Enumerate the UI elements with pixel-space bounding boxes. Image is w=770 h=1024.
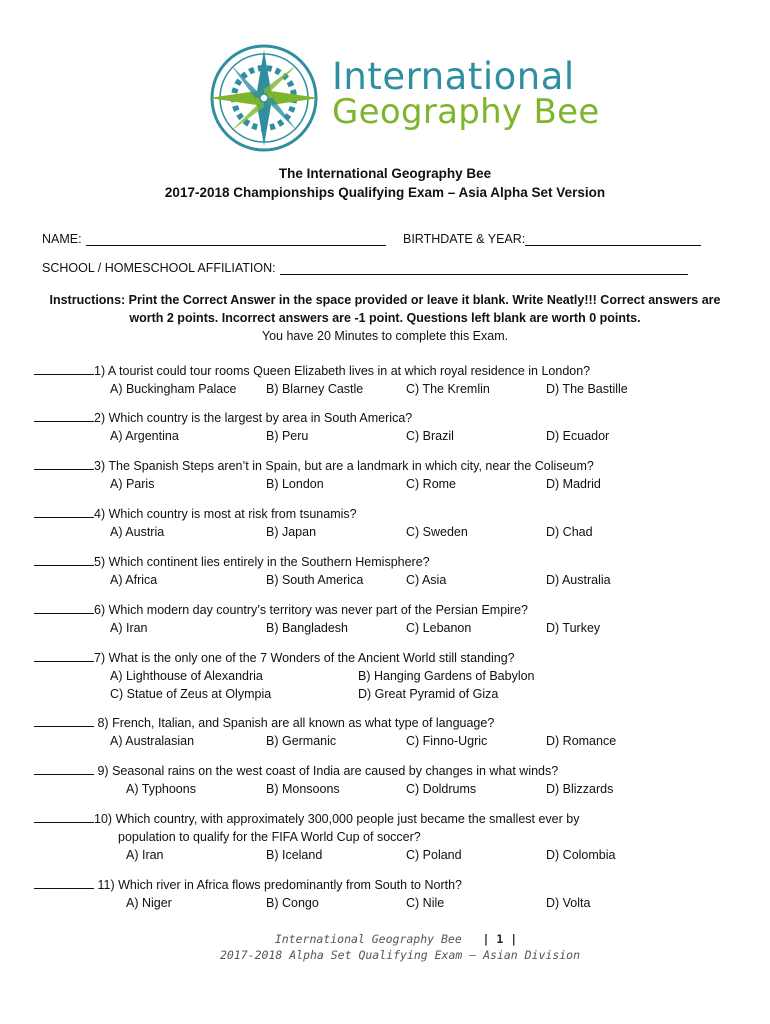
- option-d: D) Turkey: [546, 621, 601, 635]
- instructions-bold: Instructions: Print the Correct Answer in the space provided or leave it blank. Write Neatly!!! Correct answers are worth 2 points. Incorrect answers are -1 point. Questions left blank are worth 0 points.: [49, 293, 721, 325]
- option-c: C) Nile: [406, 896, 445, 910]
- option-d: D) Colombia: [546, 848, 616, 862]
- option-b: B) Hanging Gardens of Babylon: [358, 669, 535, 683]
- option-d: D) Madrid: [546, 477, 601, 491]
- option-d: D) Blizzards: [546, 782, 614, 796]
- exam-subtitle: 2017-2018 Championships Qualifying Exam – Asia Alpha Set Version: [164, 185, 606, 200]
- question-number: 5): [94, 555, 106, 569]
- option-c: C) Asia: [406, 573, 447, 587]
- instructions: [40, 291, 730, 345]
- question-text: Seasonal rains on the west coast of India are caused by changes in what winds?: [112, 764, 559, 778]
- school-label: SCHOOL / HOMESCHOOL AFFILIATION:: [42, 261, 276, 275]
- option-b: B) London: [266, 477, 324, 491]
- logo-text-line1: International: [332, 55, 575, 98]
- option-b: B) Monsoons: [266, 782, 340, 796]
- school-row: [42, 261, 688, 275]
- birthdate-field[interactable]: [525, 232, 701, 246]
- question-text: Which river in Africa flows predominantly from South to North?: [118, 878, 462, 892]
- question-6: [34, 601, 734, 637]
- option-a: A) Niger: [126, 896, 172, 910]
- option-d: D) The Bastille: [546, 382, 628, 396]
- answer-blank[interactable]: [34, 457, 94, 470]
- name-field[interactable]: [86, 232, 386, 246]
- option-b: B) Peru: [266, 429, 309, 443]
- birthdate-row: [403, 232, 701, 246]
- question-number: 9): [97, 764, 109, 778]
- answer-blank[interactable]: [34, 714, 94, 727]
- question-11: [34, 876, 734, 912]
- question-number: 7): [94, 651, 106, 665]
- answer-blank[interactable]: [34, 810, 94, 823]
- answer-blank[interactable]: [34, 876, 94, 889]
- option-b: B) South America: [266, 573, 364, 587]
- question-3: [34, 457, 734, 493]
- option-a: A) Buckingham Palace: [110, 382, 237, 396]
- footer-org: International Geography Bee: [274, 932, 462, 946]
- question-number: 10): [94, 812, 113, 826]
- option-c: C) Doldrums: [406, 782, 477, 796]
- question-number: 11): [97, 878, 115, 892]
- option-d: D) Romance: [546, 734, 617, 748]
- option-b: B) Germanic: [266, 734, 337, 748]
- question-10: [34, 810, 734, 864]
- question-number: 3): [94, 459, 106, 473]
- option-a: A) Paris: [110, 477, 155, 491]
- option-a: A) Typhoons: [126, 782, 196, 796]
- option-a: A) Iran: [110, 621, 148, 635]
- name-label: NAME:: [42, 232, 82, 246]
- option-c: C) Lebanon: [406, 621, 472, 635]
- question-text: The Spanish Steps aren’t in Spain, but are a landmark in which city, near the Coliseum?: [108, 459, 594, 473]
- answer-blank[interactable]: [34, 362, 94, 375]
- question-7: [34, 649, 734, 703]
- option-d: D) Great Pyramid of Giza: [358, 687, 499, 701]
- question-number: 8): [97, 716, 109, 730]
- answer-blank[interactable]: [34, 601, 94, 614]
- option-c: C) Rome: [406, 477, 457, 491]
- footer-line1: [0, 932, 770, 946]
- instructions-time: You have 20 Minutes to complete this Exam.: [261, 329, 509, 343]
- question-text: A tourist could tour rooms Queen Elizabeth lives in at which royal residence in London?: [107, 364, 591, 378]
- option-a: A) Austria: [110, 525, 165, 539]
- question-number: 1): [94, 364, 106, 378]
- footer-line2: 2017-2018 Alpha Set Qualifying Exam – Asian Division: [219, 948, 581, 962]
- answer-blank[interactable]: [34, 553, 94, 566]
- answer-blank[interactable]: [34, 649, 94, 662]
- compass-rose-logo-icon: [201, 42, 327, 154]
- option-d: D) Australia: [546, 573, 611, 587]
- question-text-continued: population to qualify for the FIFA World Cup of soccer?: [118, 830, 421, 844]
- option-c: C) Brazil: [406, 429, 454, 443]
- option-c: C) Sweden: [406, 525, 468, 539]
- option-d: D) Ecuador: [546, 429, 610, 443]
- option-a: A) Australasian: [110, 734, 195, 748]
- option-b: B) Iceland: [266, 848, 323, 862]
- option-b: B) Bangladesh: [266, 621, 349, 635]
- option-c: C) Poland: [406, 848, 462, 862]
- name-row: [42, 232, 386, 246]
- logo-text-line2: Geography Bee: [332, 92, 600, 132]
- option-a: A) Argentina: [110, 429, 179, 443]
- question-4: [34, 505, 734, 541]
- question-text: Which country, with approximately 300,000 people just became the smallest ever by: [115, 812, 580, 826]
- exam-title: The International Geography Bee: [278, 166, 492, 181]
- answer-blank[interactable]: [34, 762, 94, 775]
- option-a: A) Iran: [126, 848, 164, 862]
- option-b: B) Blarney Castle: [266, 382, 364, 396]
- page-number: | 1 |: [482, 932, 518, 946]
- question-text: What is the only one of the 7 Wonders of the Ancient World still standing?: [108, 651, 515, 665]
- option-c: C) The Kremlin: [406, 382, 490, 396]
- question-1: [34, 362, 734, 398]
- question-text: Which modern day country’s territory was never part of the Persian Empire?: [108, 603, 529, 617]
- question-9: [34, 762, 734, 798]
- question-number: 4): [94, 507, 106, 521]
- question-text: Which continent lies entirely in the Southern Hemisphere?: [108, 555, 430, 569]
- question-2: [34, 409, 734, 445]
- question-8: [34, 714, 734, 750]
- option-d: D) Volta: [546, 896, 591, 910]
- option-d: D) Chad: [546, 525, 593, 539]
- option-c: C) Finno-Ugric: [406, 734, 488, 748]
- school-field[interactable]: [280, 261, 688, 275]
- option-a: A) Lighthouse of Alexandria: [110, 669, 263, 683]
- question-text: French, Italian, and Spanish are all known as what type of language?: [112, 716, 495, 730]
- question-text: Which country is the largest by area in South America?: [108, 411, 413, 425]
- question-5: [34, 553, 734, 589]
- question-number: 2): [94, 411, 106, 425]
- question-text: Which country is most at risk from tsunamis?: [108, 507, 357, 521]
- option-b: B) Congo: [266, 896, 319, 910]
- option-b: B) Japan: [266, 525, 317, 539]
- answer-blank[interactable]: [34, 409, 94, 422]
- option-a: A) Africa: [110, 573, 158, 587]
- birthdate-label: BIRTHDATE & YEAR:: [403, 232, 526, 246]
- question-number: 6): [94, 603, 106, 617]
- answer-blank[interactable]: [34, 505, 94, 518]
- option-c: C) Statue of Zeus at Olympia: [110, 687, 272, 701]
